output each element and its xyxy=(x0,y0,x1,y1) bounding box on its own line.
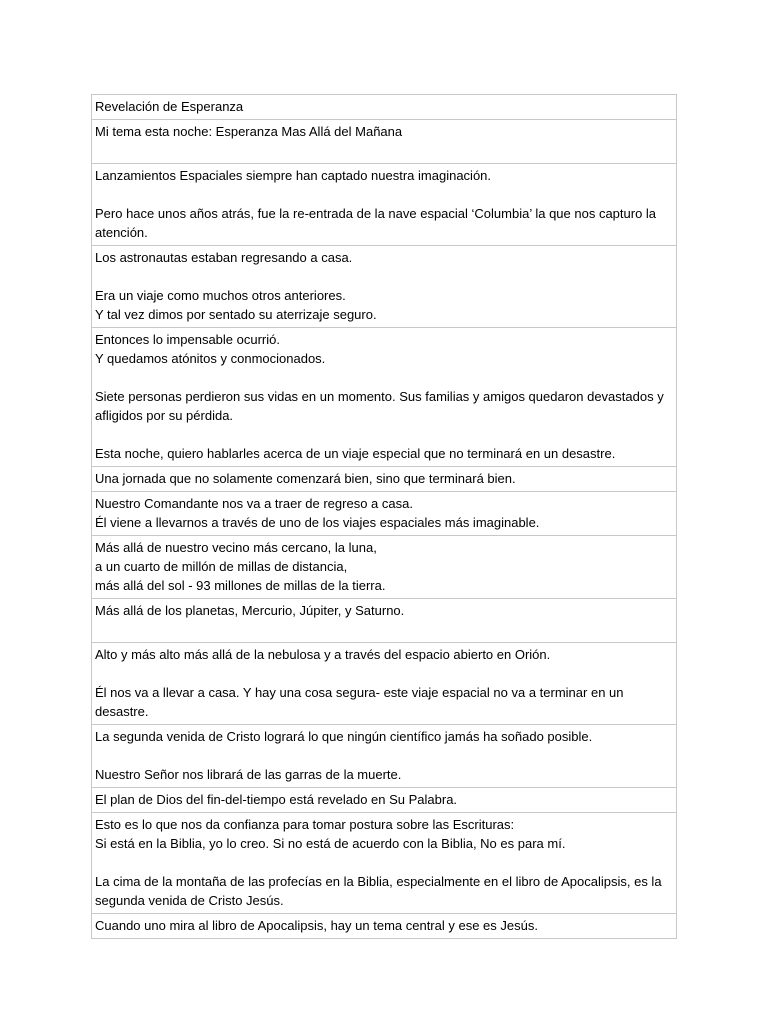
text-line: Esta noche, quiero hablarles acerca de un viaje especial que no terminará en un desastre. xyxy=(95,446,616,461)
text-line: La cima de la montaña de las profecías en la Biblia, especialmente en el libro de Apocalipsis, es la segunda venida de Cristo Jesús. xyxy=(95,874,662,908)
table-cell xyxy=(92,246,677,328)
table-row xyxy=(92,246,677,328)
text-line: Alto y más alto más allá de la nebulosa y a través del espacio abierto en Orión. xyxy=(95,647,551,662)
text-line: Si está en la Biblia, yo lo creo. Si no está de acuerdo con la Biblia, No es para mí. xyxy=(95,836,566,851)
text-line: a un cuarto de millón de millas de distancia, xyxy=(95,559,348,574)
text-line: Los astronautas estaban regresando a casa. xyxy=(95,250,353,265)
table-row xyxy=(92,95,677,120)
table-row xyxy=(92,120,677,164)
text-line: Nuestro Señor nos librará de las garras de la muerte. xyxy=(95,767,402,782)
table-cell xyxy=(92,599,677,643)
text-line: Era un viaje como muchos otros anteriores. xyxy=(95,288,346,303)
table-cell xyxy=(92,95,677,120)
text-line: La segunda venida de Cristo logrará lo que ningún científico jamás ha soñado posible. xyxy=(95,729,593,744)
table-row xyxy=(92,164,677,246)
blank-line xyxy=(95,185,673,204)
table-cell xyxy=(92,328,677,467)
text-line: Más allá de nuestro vecino más cercano, la luna, xyxy=(95,540,377,555)
text-line: Y quedamos atónitos y conmocionados. xyxy=(95,351,326,366)
text-line: Revelación de Esperanza xyxy=(95,99,244,114)
table-cell xyxy=(92,914,677,939)
text-line: más allá del sol - 93 millones de millas de la tierra. xyxy=(95,578,386,593)
text-line: Y tal vez dimos por sentado su aterrizaje seguro. xyxy=(95,307,377,322)
table-row xyxy=(92,813,677,914)
table-cell xyxy=(92,120,677,164)
table-row xyxy=(92,536,677,599)
text-line: Pero hace unos años atrás, fue la re-entrada de la nave espacial ‘Columbia’ la que nos capturo la atención. xyxy=(95,206,657,240)
table-cell xyxy=(92,813,677,914)
table-row xyxy=(92,328,677,467)
text-line: Una jornada que no solamente comenzará bien, sino que terminará bien. xyxy=(95,471,516,486)
table-row xyxy=(92,492,677,536)
table-cell xyxy=(92,725,677,788)
table-row xyxy=(92,725,677,788)
blank-line xyxy=(95,368,673,387)
table-row xyxy=(92,788,677,813)
text-line: Nuestro Comandante nos va a traer de regreso a casa. xyxy=(95,496,413,511)
text-line: Más allá de los planetas, Mercurio, Júpiter, y Saturno. xyxy=(95,603,405,618)
table-cell xyxy=(92,467,677,492)
blank-line xyxy=(95,141,673,160)
text-line: Entonces lo impensable ocurrió. xyxy=(95,332,280,347)
blank-line xyxy=(95,853,673,872)
blank-line xyxy=(95,664,673,683)
text-line: Él nos va a llevar a casa. Y hay una cosa segura- este viaje espacial no va a terminar en un desastre. xyxy=(95,685,624,719)
blank-line xyxy=(95,620,673,639)
text-line: Mi tema esta noche: Esperanza Mas Allá del Mañana xyxy=(95,124,403,139)
text-line: Lanzamientos Espaciales siempre han captado nuestra imaginación. xyxy=(95,168,492,183)
table-row xyxy=(92,914,677,939)
text-line: Cuando uno mira al libro de Apocalipsis, hay un tema central y ese es Jesús. xyxy=(95,918,538,933)
blank-line xyxy=(95,746,673,765)
document-table xyxy=(91,94,677,939)
table-cell xyxy=(92,164,677,246)
table-cell xyxy=(92,788,677,813)
document-table-body xyxy=(92,95,677,939)
blank-line xyxy=(95,425,673,444)
table-row xyxy=(92,599,677,643)
table-row xyxy=(92,643,677,725)
text-line: Esto es lo que nos da confianza para tomar postura sobre las Escrituras: xyxy=(95,817,515,832)
text-line: El plan de Dios del fin-del-tiempo está revelado en Su Palabra. xyxy=(95,792,458,807)
table-cell xyxy=(92,492,677,536)
text-line: Él viene a llevarnos a través de uno de los viajes espaciales más imaginable. xyxy=(95,515,540,530)
table-cell xyxy=(92,536,677,599)
table-cell xyxy=(92,643,677,725)
text-line: Siete personas perdieron sus vidas en un momento. Sus familias y amigos quedaron devastados y afligidos por su pérdida. xyxy=(95,389,664,423)
blank-line xyxy=(95,267,673,286)
table-row xyxy=(92,467,677,492)
